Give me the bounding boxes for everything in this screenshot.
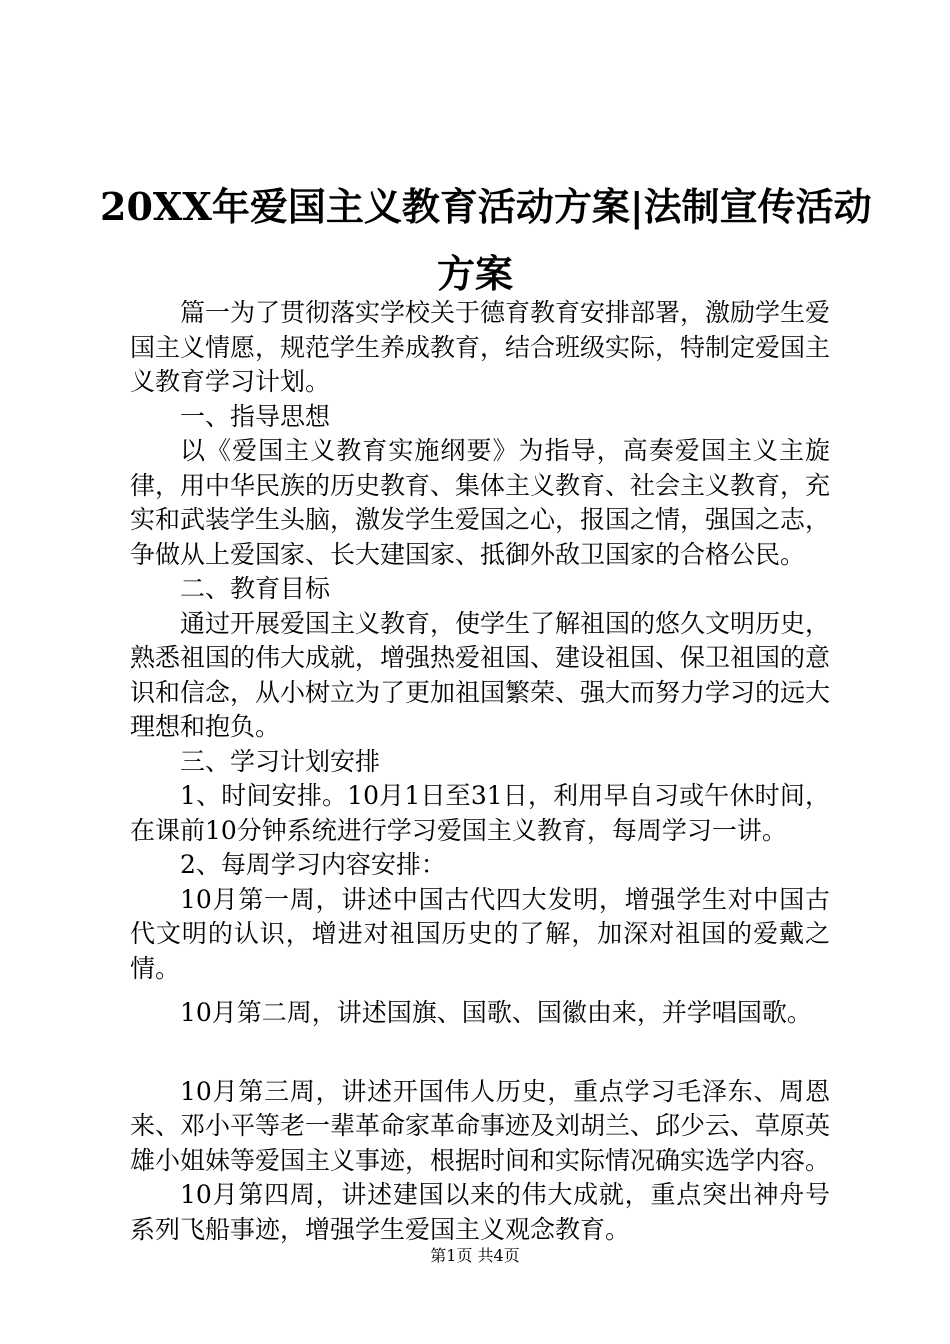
paragraph-week-1: 10月第一周，讲述中国古代四大发明，增强学生对中国古代文明的认识，增进对祖国历史的了解，加深对祖国的爱戴之情。 <box>130 884 830 983</box>
page-number-footer: 第1页 共4页 <box>430 1246 520 1265</box>
paragraph-intro: 篇一为了贯彻落实学校关于德育教育安排部署，激励学生爱国主义情愿，规范学生养成教育，结合班级实际，特制定爱国主义教育学习计划。 <box>130 298 831 396</box>
document-title-line-2: 方案 <box>436 251 513 296</box>
paragraph-week-4: 10月第四周，讲述建国以来的伟大成就，重点突出神舟号系列飞船事迹，增强学生爱国主义观念教育。 <box>130 1180 830 1244</box>
section-heading-study-plan: 三、学习计划安排 <box>180 746 381 776</box>
paragraph-guiding-ideology: 以《爱国主义教育实施纲要》为指导，高奏爱国主义主旋律，用中华民族的历史教育、集体主义教育、社会主义教育，充实和武装学生头脑，激发学生爱国之心，报国之情，强国之志，争做从上爱国家、长大建国家、抵御外敌卫国家的合格公民。 <box>130 436 831 569</box>
paragraph-week-2: 10月第二周，讲述国旗、国歌、国徽由来，并学唱国歌。 <box>180 998 812 1027</box>
paragraph-education-goals: 通过开展爱国主义教育，使学生了解祖国的悠久文明历史，熟悉祖国的伟大成就，增强热爱祖国、建设祖国、保卫祖国的意识和信念，从小树立为了更加祖国繁荣、强大而努力学习的远大理想和抱负。 <box>130 608 831 741</box>
section-heading-education-goals: 二、教育目标 <box>180 574 331 603</box>
paragraph-week-3: 10月第三周，讲述开国伟人历史，重点学习毛泽东、周恩来、邓小平等老一辈革命家革命事迹及刘胡兰、邱少云、草原英雄小姐妹等爱国主义事迹，根据时间和实际情况确实选学内容。 <box>130 1076 831 1175</box>
paragraph-time-arrangement: 1、时间安排。10月1日至31日，利用早自习或午休时间，在课前10分钟系统进行学习爱国主义教育，每周学习一讲。 <box>130 781 830 845</box>
document-title-line-1: 20XX年爱国主义教育活动方案|法制宣传活动 <box>100 184 872 229</box>
paragraph-weekly-content-heading: 2、每周学习内容安排： <box>180 850 446 879</box>
section-heading-guiding-ideology: 一、指导思想 <box>180 401 331 431</box>
document-body <box>130 296 830 1247</box>
